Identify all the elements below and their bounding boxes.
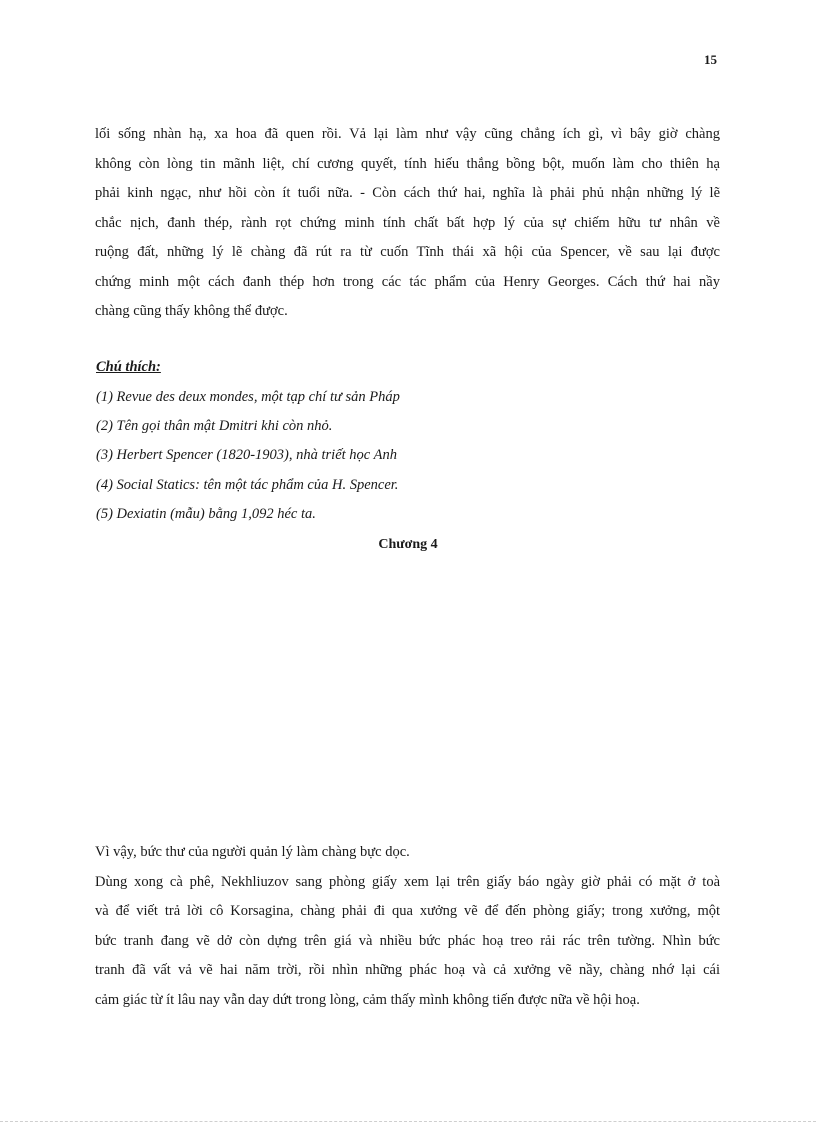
- note-item: (1) Revue des deux mondes, một tạp chí tư sản Pháp: [96, 389, 400, 405]
- note-item: (5) Dexiatin (mẫu) bằng 1,092 héc ta.: [96, 506, 316, 522]
- paragraph-line: Dùng xong cà phê, Nekhliuzov sang phòng giấy xem lại trên giấy báo ngày giờ phải có mặt ở toà: [95, 873, 720, 890]
- paragraph-line: chàng cũng thấy không thể được.: [95, 303, 288, 319]
- paragraph-line: ruộng đất, những lý lẽ chàng đã rút ra từ cuốn Tĩnh thái xã hội của Spencer, về sau lại được: [95, 244, 720, 260]
- paragraph-line: chắc nịch, đanh thép, rành rọt chứng minh tính chất bất hợp lý của sự chiếm hữu tư nhân về: [95, 214, 720, 231]
- paragraph-1: [95, 120, 720, 327]
- paragraph-line: bức tranh đang vẽ dở còn dựng trên giá và nhiều bức phác hoạ treo rải rác trên tường. Nhìn bức: [95, 932, 720, 949]
- page-number: 15: [704, 52, 717, 67]
- paragraph-line: phải kinh ngạc, như hồi còn ít tuổi nữa. - Còn cách thứ hai, nghĩa là phải phủ nhận những lý lẽ: [95, 185, 720, 201]
- notes-title: Chú thích:: [96, 359, 161, 375]
- paragraph-line: lối sống nhàn hạ, xa hoa đã quen rồi. Vả lại làm như vậy cũng chẳng ích gì, vì bây giờ chàng: [95, 126, 720, 142]
- paragraph-2: [95, 838, 720, 1015]
- paragraph-line: và để viết trả lời cô Korsagina, chàng phải đi qua xưởng vẽ để đến phòng giấy; trong xưởng, một: [95, 903, 720, 919]
- paragraph-first-line: Vì vậy, bức thư của người quản lý làm chàng bực dọc.: [95, 844, 410, 860]
- note-item: (4) Social Statics: tên một tác phẩm của H. Spencer.: [96, 477, 399, 493]
- paragraph-line: không còn lòng tin mãnh liệt, chí cương quyết, tính hiếu thắng bồng bột, muốn làm cho thiên hạ: [95, 155, 720, 172]
- chapter-title: Chương 4: [378, 537, 438, 552]
- note-item: (3) Herbert Spencer (1820-1903), nhà triết học Anh: [96, 447, 397, 463]
- paragraph-line: chứng minh một cách đanh thép hơn trong các tác phẩm của Henry Georges. Cách thứ hai nầy: [95, 273, 720, 290]
- page-bottom-edge: [0, 1121, 816, 1122]
- note-item: (2) Tên gọi thân mật Dmitri khi còn nhỏ.: [96, 418, 333, 434]
- paragraph-line: cảm giác từ ít lâu nay vẫn day dứt trong lòng, cảm thấy mình không tiến được nữa về hội hoạ.: [95, 991, 640, 1008]
- paragraph-line: tranh đã vất vả vẽ hai năm trời, rồi nhìn những phác hoạ và cả xưởng vẽ nầy, chàng nhớ lại cái: [95, 962, 720, 978]
